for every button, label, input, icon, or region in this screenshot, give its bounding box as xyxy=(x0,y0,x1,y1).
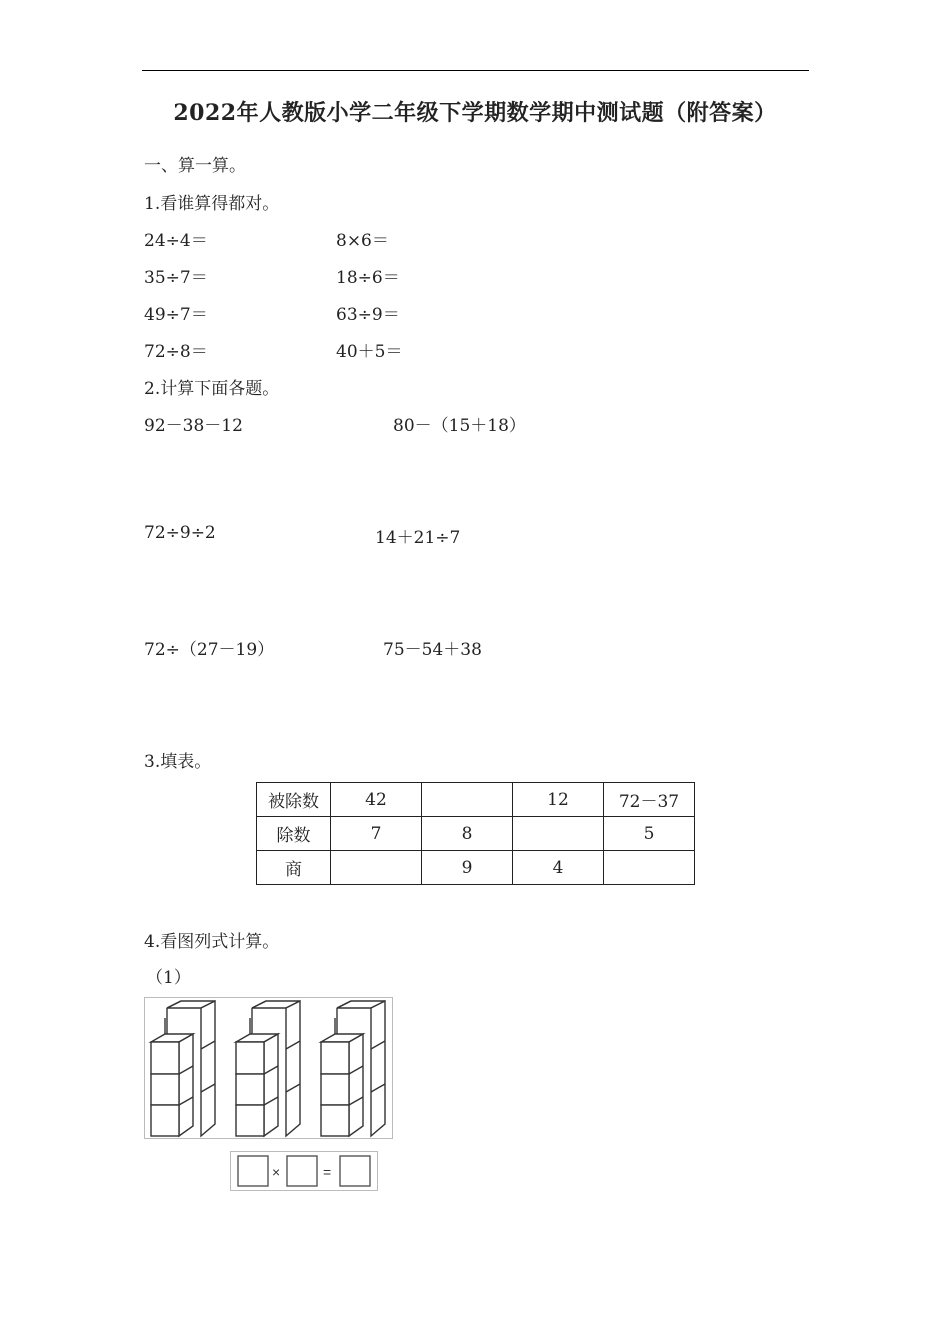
q1-expression: 8×6＝ xyxy=(336,231,389,251)
table-cell: 7 xyxy=(331,817,422,851)
q1-expression: 63÷9＝ xyxy=(336,305,400,325)
question-4-heading: 4.看图列式计算。 xyxy=(144,932,280,952)
table-cell-blank[interactable] xyxy=(331,851,422,885)
table-row-label: 除数 xyxy=(257,817,331,851)
q1-expression: 35÷7＝ xyxy=(144,268,208,288)
table-cell: 12 xyxy=(513,783,604,817)
q2-expression: 72÷（27－19） xyxy=(144,640,275,660)
table-cell: 8 xyxy=(422,817,513,851)
equation-template xyxy=(230,1151,378,1191)
table-cell-blank[interactable] xyxy=(513,817,604,851)
table-cell: 9 xyxy=(422,851,513,885)
table-cell: 42 xyxy=(331,783,422,817)
q1-expression: 18÷6＝ xyxy=(336,268,400,288)
table-cell: 4 xyxy=(513,851,604,885)
section-heading: 一、算一算。 xyxy=(144,156,246,176)
q1-expression: 40＋5＝ xyxy=(336,342,403,362)
q2-expression: 92－38－12 xyxy=(144,416,243,436)
q2-expression: 80－（15＋18） xyxy=(393,416,526,436)
header-rule xyxy=(142,70,809,71)
cube-stacks-illustration xyxy=(145,998,392,1138)
table-cell-blank[interactable] xyxy=(604,851,695,885)
q1-expression: 72÷8＝ xyxy=(144,342,208,362)
cube-stacks-image xyxy=(144,997,393,1139)
question-3-heading: 3.填表。 xyxy=(144,752,212,772)
q2-expression: 14＋21÷7 xyxy=(375,528,461,548)
table-cell-blank[interactable] xyxy=(422,783,513,817)
table-row-label: 被除数 xyxy=(257,783,331,817)
q2-expression: 72÷9÷2 xyxy=(144,523,216,543)
question-2-heading: 2.计算下面各题。 xyxy=(144,379,280,399)
table-row xyxy=(257,783,695,817)
page-title: 2022年人教版小学二年级下学期数学期中测试题（附答案） xyxy=(173,100,777,126)
answer-box[interactable] xyxy=(238,1156,268,1186)
times-sign: × xyxy=(272,1164,281,1180)
answer-box[interactable] xyxy=(340,1156,370,1186)
sub-question-label: （1） xyxy=(146,968,191,988)
table-cell: 72－37 xyxy=(604,783,695,817)
q1-expression: 49÷7＝ xyxy=(144,305,208,325)
table-row xyxy=(257,817,695,851)
table-row xyxy=(257,851,695,885)
q1-expression: 24÷4＝ xyxy=(144,231,208,251)
equals-sign: = xyxy=(323,1164,332,1180)
question-1-heading: 1.看谁算得都对。 xyxy=(144,194,280,214)
table-row-label: 商 xyxy=(257,851,331,885)
answer-box[interactable] xyxy=(287,1156,317,1186)
division-table xyxy=(256,782,695,885)
table-cell: 5 xyxy=(604,817,695,851)
q2-expression: 75－54＋38 xyxy=(383,640,482,660)
